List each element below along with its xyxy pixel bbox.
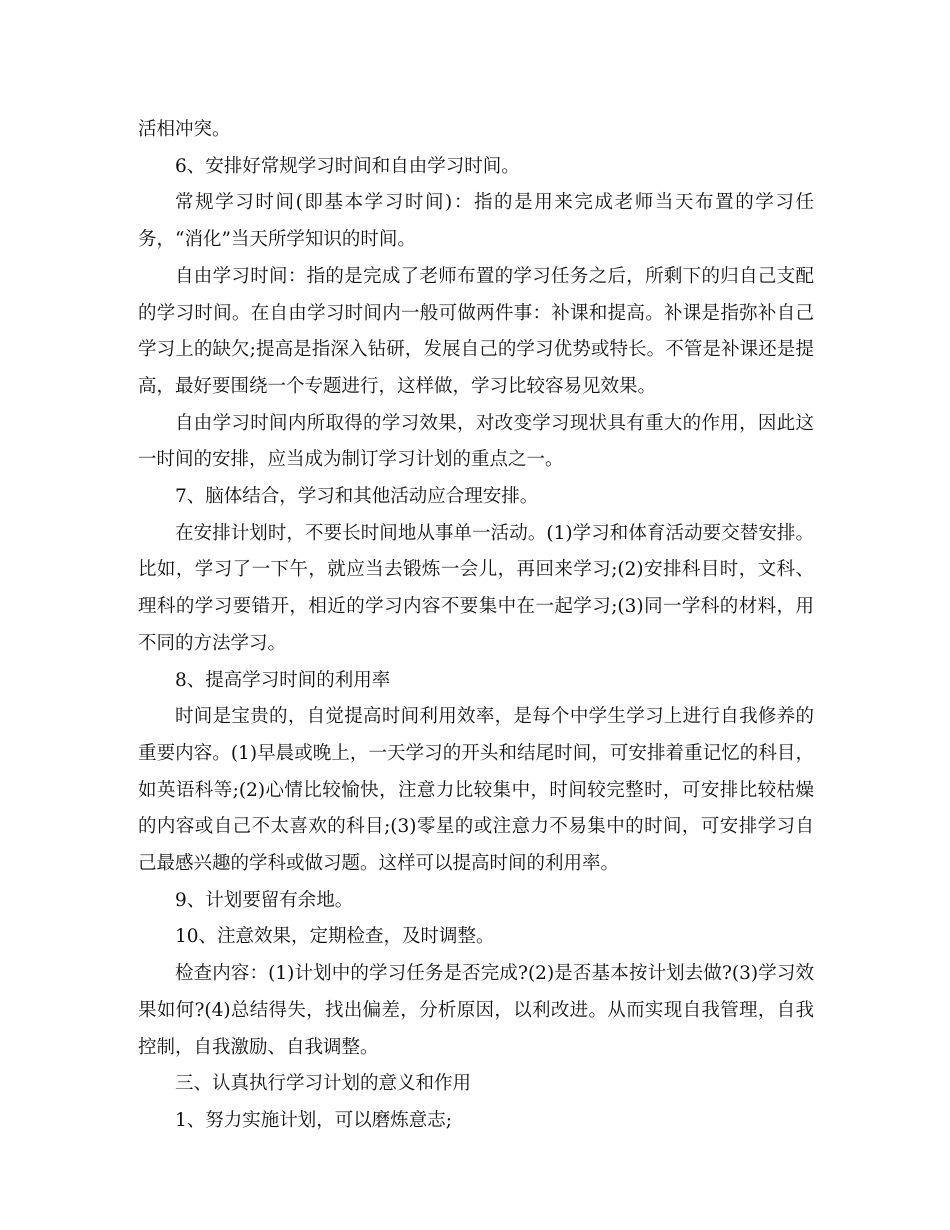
- heading-item-1: 1、努力实施计划，可以磨炼意志;: [175, 1109, 453, 1131]
- section-heading-3: 三、认真执行学习计划的意义和作用: [175, 1073, 472, 1095]
- heading-item-9: 9、计划要留有余地。: [175, 889, 354, 911]
- paragraph: 自由学习时间：指的是完成了老师布置的学习任务之后，所剩下的归自己支配的学习时间。在自由学习时间内一般可做两件事：补课和提高。补课是指弥补自己学习上的缺欠;提高是指深入钻研，发展自己的学习优势或特长。不管是补课还是提高，最好要围绕一个专题进行，这样做，学习比较容易见效果。: [138, 265, 814, 397]
- heading-item-10: 10、注意效果，定期检查，及时调整。: [175, 926, 495, 948]
- paragraph: 常规学习时间(即基本学习时间)：指的是用来完成老师当天布置的学习任务，“消化”当天所学知识的时间。: [138, 192, 814, 251]
- document-body: [138, 112, 814, 1140]
- paragraph: 活相冲突。: [138, 119, 231, 140]
- heading-item-8: 8、提高学习时间的利用率: [175, 669, 391, 691]
- paragraph: 时间是宝贵的，自觉提高时间利用效率，是每个中学生学习上进行自我修养的重要内容。(1)早晨或晚上，一天学习的开头和结尾时间，可安排着重记忆的科目，如英语科等;(2)心情比较愉快，注意力比较集中，时间较完整时，可安排比较枯燥的内容或自己不太喜欢的科目;(3)零星的或注意力不易集中的时间，可安排学习自己最感兴趣的学科或做习题。这样可以提高时间的利用率。: [138, 706, 814, 875]
- paragraph: 检查内容：(1)计划中的学习任务是否完成?(2)是否基本按计划去做?(3)学习效果如何?(4)总结得失，找出偏差，分析原因，以利改进。从而实现自我管理，自我控制，自我激励、自我调整。: [138, 963, 814, 1058]
- heading-item-6: 6、安排好常规学习时间和自由学习时间。: [175, 155, 520, 177]
- heading-item-7: 7、脑体结合，学习和其他活动应合理安排。: [175, 486, 539, 508]
- paragraph: 自由学习时间内所取得的学习效果，对改变学习现状具有重大的作用，因此这一时间的安排，应当成为制订学习计划的重点之一。: [138, 412, 814, 471]
- paragraph: 在安排计划时，不要长时间地从事单一活动。(1)学习和体育活动要交替安排。比如，学习了一下午，就应当去锻炼一会儿，再回来学习;(2)安排科目时，文科、理科的学习要错开，相近的学习内容不要集中在一起学习;(3)同一学科的材料，用不同的方法学习。: [138, 522, 814, 654]
